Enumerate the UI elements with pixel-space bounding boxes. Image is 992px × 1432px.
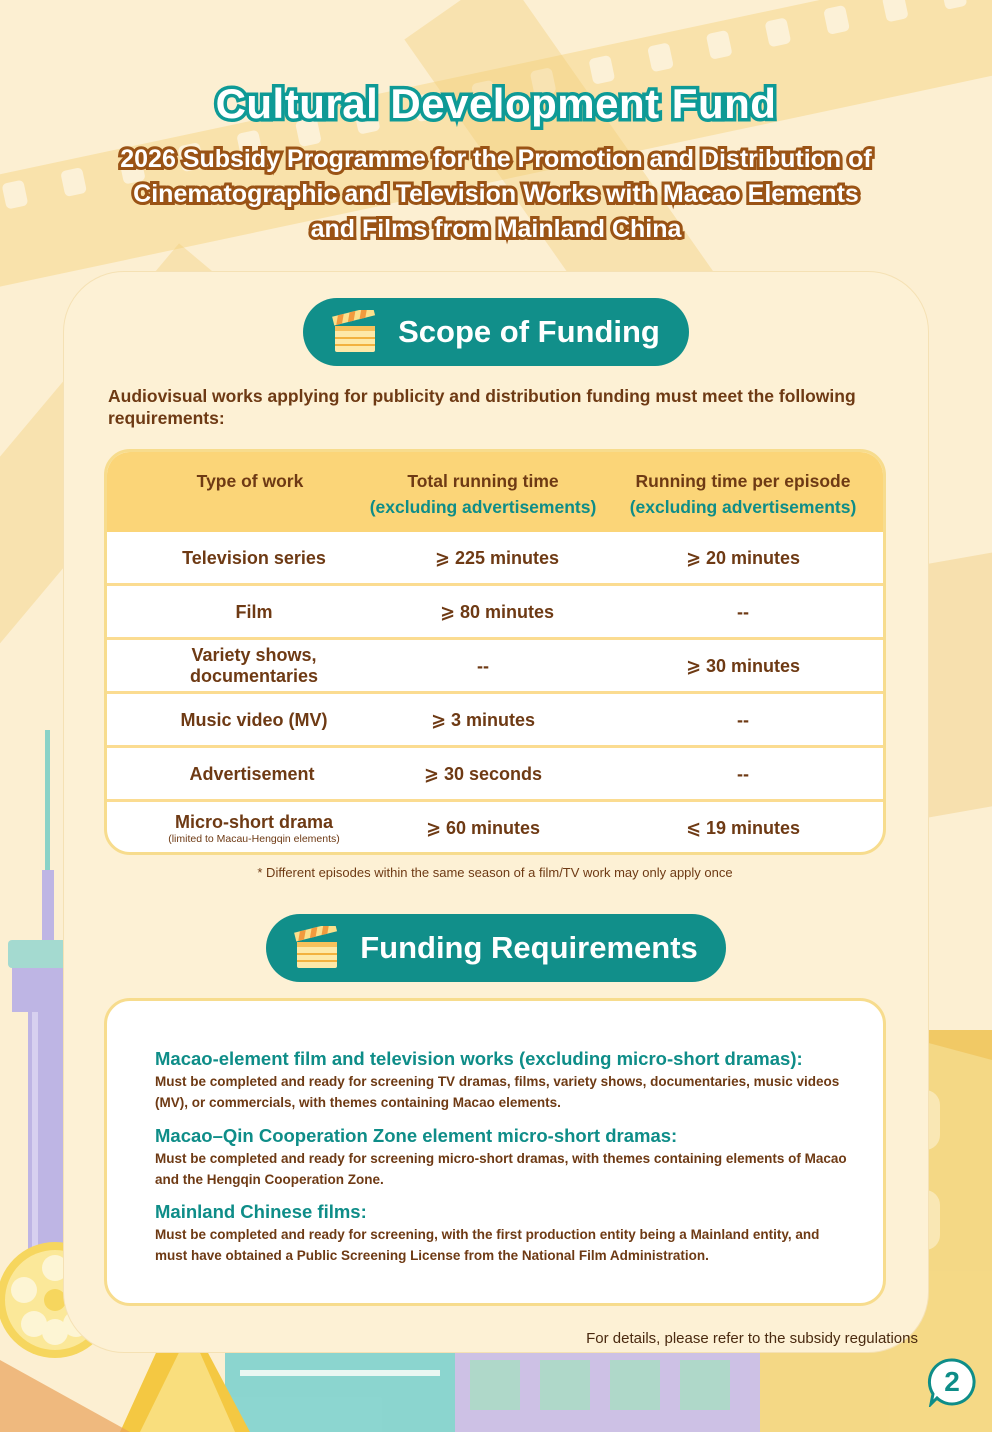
cell-type: Advertisement bbox=[189, 763, 315, 784]
details-note: For details, please refer to the subsidy regulations bbox=[586, 1330, 918, 1347]
cell-total: ⩾ 3 minutes bbox=[430, 709, 536, 730]
column-header-type: Type of work bbox=[196, 471, 304, 491]
cell-total: -- bbox=[477, 655, 489, 676]
cell-type: Variety shows, documentaries bbox=[189, 645, 319, 686]
page-title: Cultural Development Fund bbox=[215, 80, 777, 127]
cell-total: ⩾ 225 minutes bbox=[434, 547, 560, 568]
scope-heading-pill bbox=[303, 298, 689, 366]
requirement-title: Macao–Qin Cooperation Zone element micro-short dramas: bbox=[155, 1125, 678, 1146]
requirement-item bbox=[155, 1201, 855, 1266]
clapperboard-icon bbox=[294, 926, 340, 970]
cell-episode: -- bbox=[737, 601, 749, 622]
scope-intro: Audiovisual works applying for publicity and distribution funding must meet the following requirements: bbox=[108, 386, 856, 428]
cell-episode: ⩾ 20 minutes bbox=[685, 547, 801, 568]
cell-episode: ⩾ 30 minutes bbox=[685, 655, 801, 676]
cell-total: ⩾ 60 minutes bbox=[425, 817, 541, 838]
page-number bbox=[927, 1357, 977, 1407]
cell-type: Music video (MV) bbox=[180, 709, 328, 730]
subtitle-line: Cinematographic and Television Works with Macao Elements bbox=[133, 180, 859, 208]
requirement-item bbox=[155, 1125, 855, 1190]
page-number-text: 2 bbox=[944, 1366, 960, 1397]
requirement-body: Must be completed and ready for screening TV dramas, films, variety shows, documentaries, music videos (MV), or commercials, with themes containing Macao elements. bbox=[155, 1074, 840, 1110]
table-footnote: * Different episodes within the same season of a film/TV work may only apply once bbox=[257, 865, 733, 880]
requirement-title: Mainland Chinese films: bbox=[155, 1201, 367, 1222]
cell-type: Film bbox=[235, 601, 273, 622]
cell-type: Micro-short drama (limited to Macau-Hengqin elements) bbox=[168, 811, 340, 845]
requirement-body: Must be completed and ready for screening micro-short dramas, with themes containing elements of Macao and the Hengqin Cooperation Zone. bbox=[155, 1151, 847, 1187]
cell-episode: ⩽ 19 minutes bbox=[685, 817, 801, 838]
requirement-title: Macao-element film and television works (excluding micro-short dramas): bbox=[155, 1048, 803, 1069]
scope-heading: Scope of Funding bbox=[398, 314, 660, 349]
cell-episode: -- bbox=[737, 763, 749, 784]
cell-total: ⩾ 80 minutes bbox=[439, 601, 555, 622]
column-header-episode: Running time per episode (excluding advertisements) bbox=[629, 471, 857, 517]
requirements-heading-pill bbox=[266, 914, 726, 982]
cell-total: ⩾ 30 seconds bbox=[423, 763, 543, 784]
requirements-heading: Funding Requirements bbox=[360, 930, 698, 965]
cell-note: (limited to Macau-Hengqin elements) bbox=[168, 832, 340, 845]
subtitle-line: and Films from Mainland China bbox=[310, 215, 682, 243]
column-header-total: Total running time (excluding advertisements) bbox=[369, 471, 597, 517]
subtitle-line: 2026 Subsidy Programme for the Promotion and Distribution of bbox=[120, 145, 872, 173]
requirements-table bbox=[104, 449, 886, 855]
cell-type: Television series bbox=[182, 547, 326, 568]
table-header bbox=[107, 452, 883, 532]
cell-episode: -- bbox=[737, 709, 749, 730]
clapperboard-icon bbox=[332, 310, 378, 354]
page-subtitle bbox=[40, 142, 952, 247]
requirements-box bbox=[104, 998, 886, 1306]
requirement-body: Must be completed and ready for screening, with the first production entity being a Mainland entity, and must have obtained a Public Screening License from the National Film Administration. bbox=[155, 1227, 820, 1263]
requirement-item bbox=[155, 1048, 855, 1113]
